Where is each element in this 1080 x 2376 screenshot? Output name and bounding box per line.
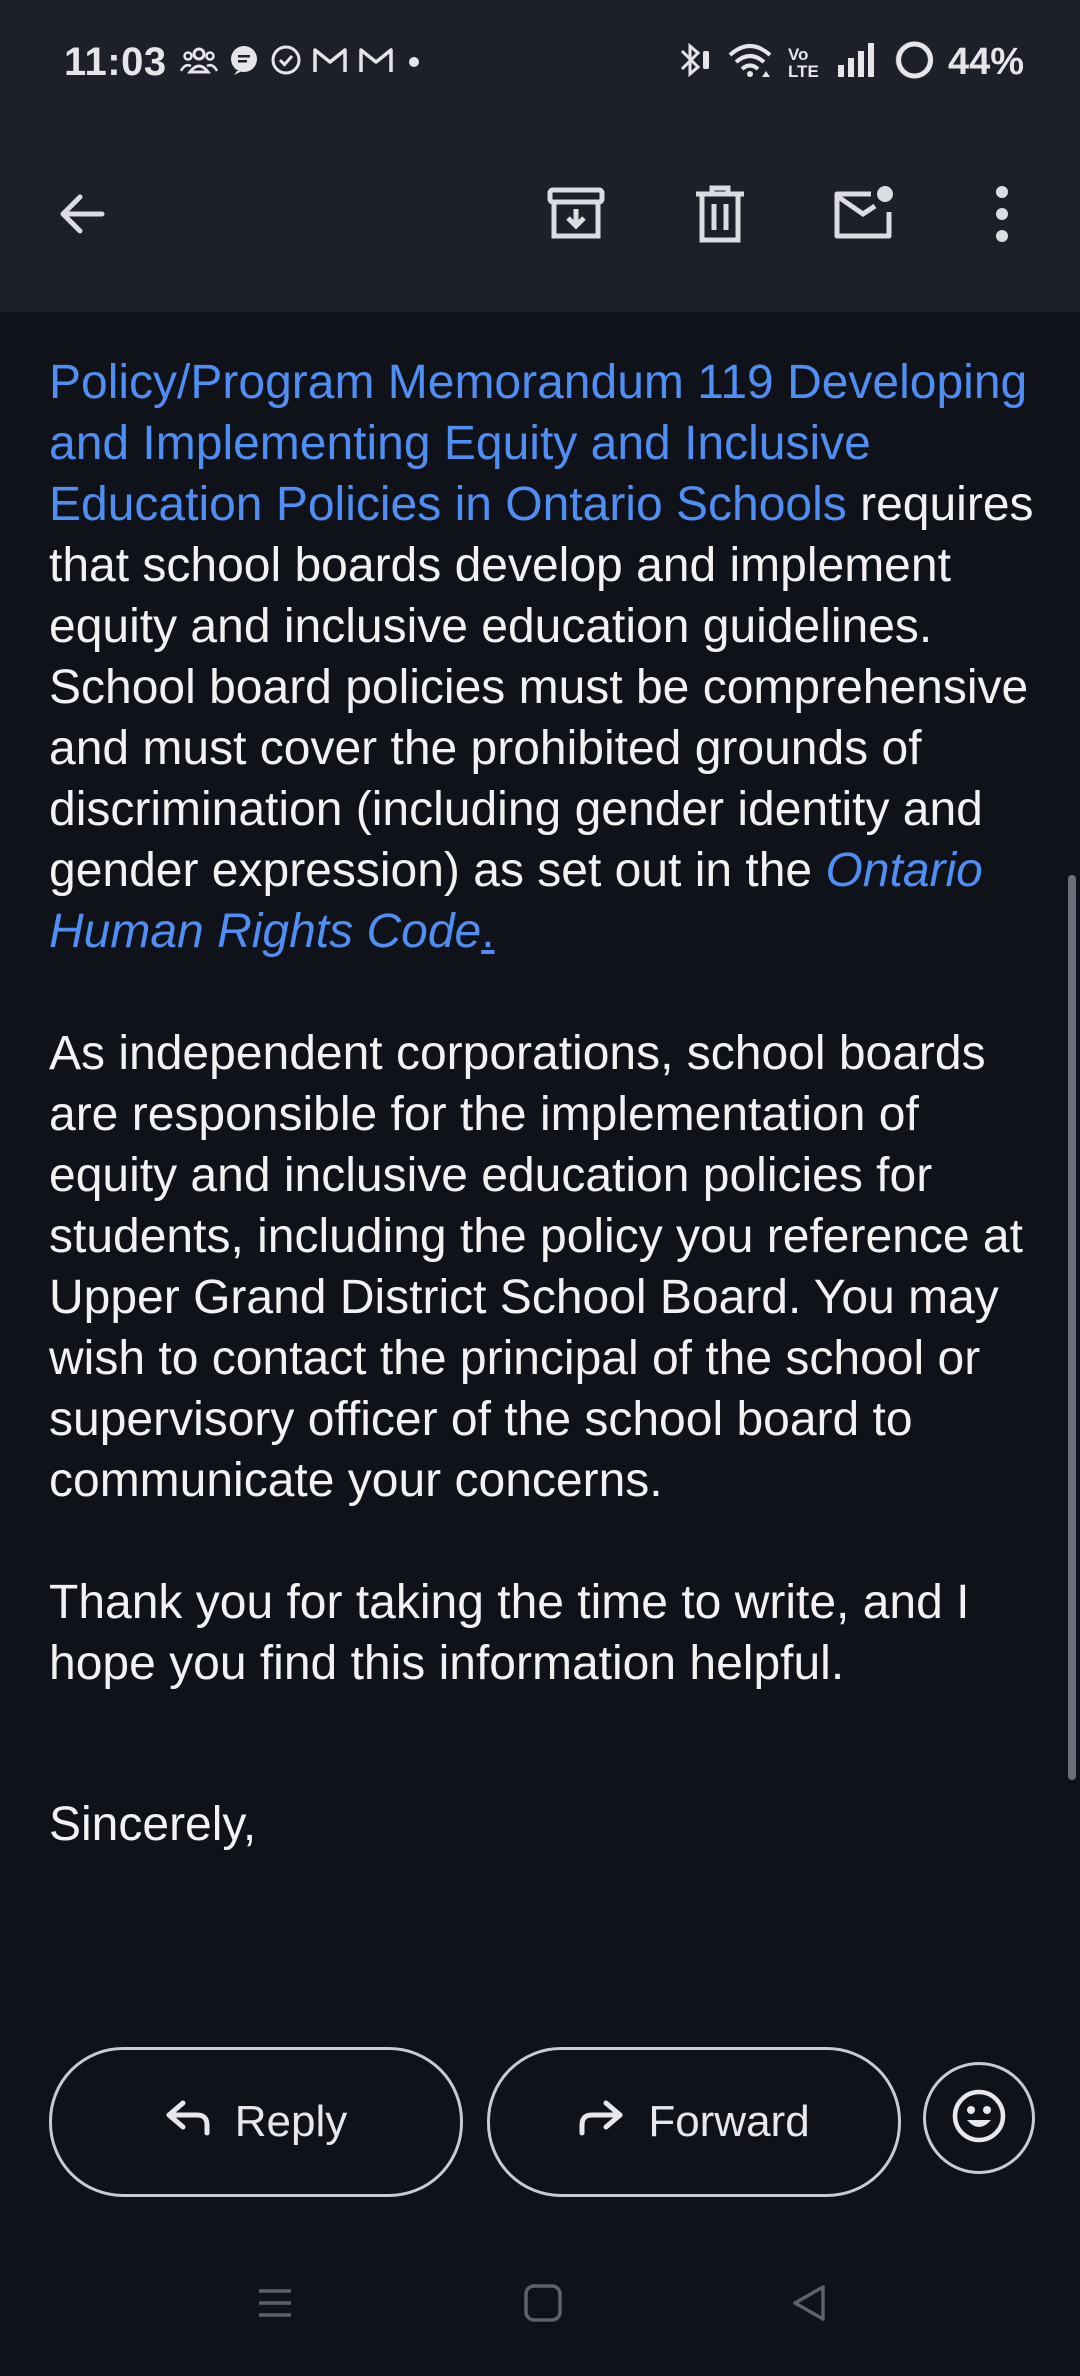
signal-icon (836, 41, 880, 84)
gmail-icon (312, 45, 348, 75)
email-paragraph-2: As independent corporations, school boards are responsible for the implementation of equity and inclusive education policies for students, including the policy you reference at Upper Grand District School Board. You may wish to contact the principal of the school or supervisory officer of the school board to communicate your concerns. (49, 1027, 1023, 1507)
recent-apps-button[interactable] (230, 2260, 320, 2350)
scrollbar-thumb[interactable] (1068, 875, 1076, 1780)
system-navigation-bar (0, 2230, 1080, 2376)
mark-unread-icon (831, 184, 897, 249)
back-arrow-icon (54, 186, 110, 247)
dot-icon (404, 45, 424, 75)
home-icon (523, 2283, 563, 2328)
reply-actions (49, 2047, 1034, 2195)
status-time: 11:03 (64, 40, 167, 84)
back-button[interactable] (32, 166, 132, 266)
paragraph-spacer (49, 1511, 1039, 1572)
reply-icon (165, 2097, 211, 2148)
paragraph-spacer (49, 962, 1039, 1023)
more-options-button[interactable] (952, 166, 1052, 266)
back-triangle-icon (789, 2283, 829, 2328)
check-circle-icon (270, 44, 302, 76)
recent-apps-icon (255, 2283, 295, 2328)
delete-button[interactable] (670, 166, 770, 266)
gmail-icon (358, 45, 394, 75)
volte-label: Vo LTE (787, 44, 819, 81)
email-paragraph-3: Thank you for taking the time to write, and I hope you find this information helpful. (49, 1576, 970, 1690)
back-nav-button[interactable] (764, 2260, 854, 2350)
mark-unread-button[interactable] (814, 166, 914, 266)
volte-icon (788, 46, 822, 80)
smiley-icon (951, 2088, 1007, 2149)
policy-memorandum-link[interactable]: Policy/Program Memorandum 119 Developing and Implementing Equity and Inclusive Education Policies in Ontario Schools (49, 356, 1028, 531)
emoji-reaction-button[interactable] (923, 2062, 1035, 2174)
email-paragraph-1 (49, 352, 1039, 962)
reply-label: Reply (234, 2097, 348, 2146)
forward-button[interactable] (487, 2047, 901, 2197)
link-trailing-period: . (481, 905, 495, 958)
email-toolbar (0, 130, 1080, 312)
system-status-icons (676, 40, 1024, 85)
battery-percent: 44% (947, 41, 1024, 83)
group-icon (180, 45, 218, 75)
more-vert-icon (992, 184, 1012, 249)
paragraph-1-text: requires that school boards develop and implement equity and inclusive education guidelines. School board policies must be comprehensive and must cover the prohibited grounds of discrimination (including gender identity and gender expression) as set out in the (49, 478, 1034, 897)
delete-icon (692, 184, 748, 249)
archive-button[interactable] (526, 166, 626, 266)
email-closing: Sincerely, (49, 1798, 257, 1851)
notification-icons (180, 44, 424, 76)
status-bar (0, 0, 1080, 130)
chat-bubble-icon (228, 44, 260, 76)
wifi-icon (726, 41, 774, 84)
battery-ring-icon (894, 40, 934, 85)
paragraph-spacer (49, 1694, 1039, 1794)
human-rights-code-link[interactable]: Ontario Human Rights Code (49, 844, 983, 958)
forward-label: Forward (648, 2097, 810, 2146)
archive-icon (546, 184, 606, 249)
reply-button[interactable] (49, 2047, 463, 2197)
forward-icon (578, 2097, 624, 2148)
bluetooth-icon (676, 41, 712, 84)
email-body (49, 352, 1039, 1855)
home-button[interactable] (498, 2260, 588, 2350)
